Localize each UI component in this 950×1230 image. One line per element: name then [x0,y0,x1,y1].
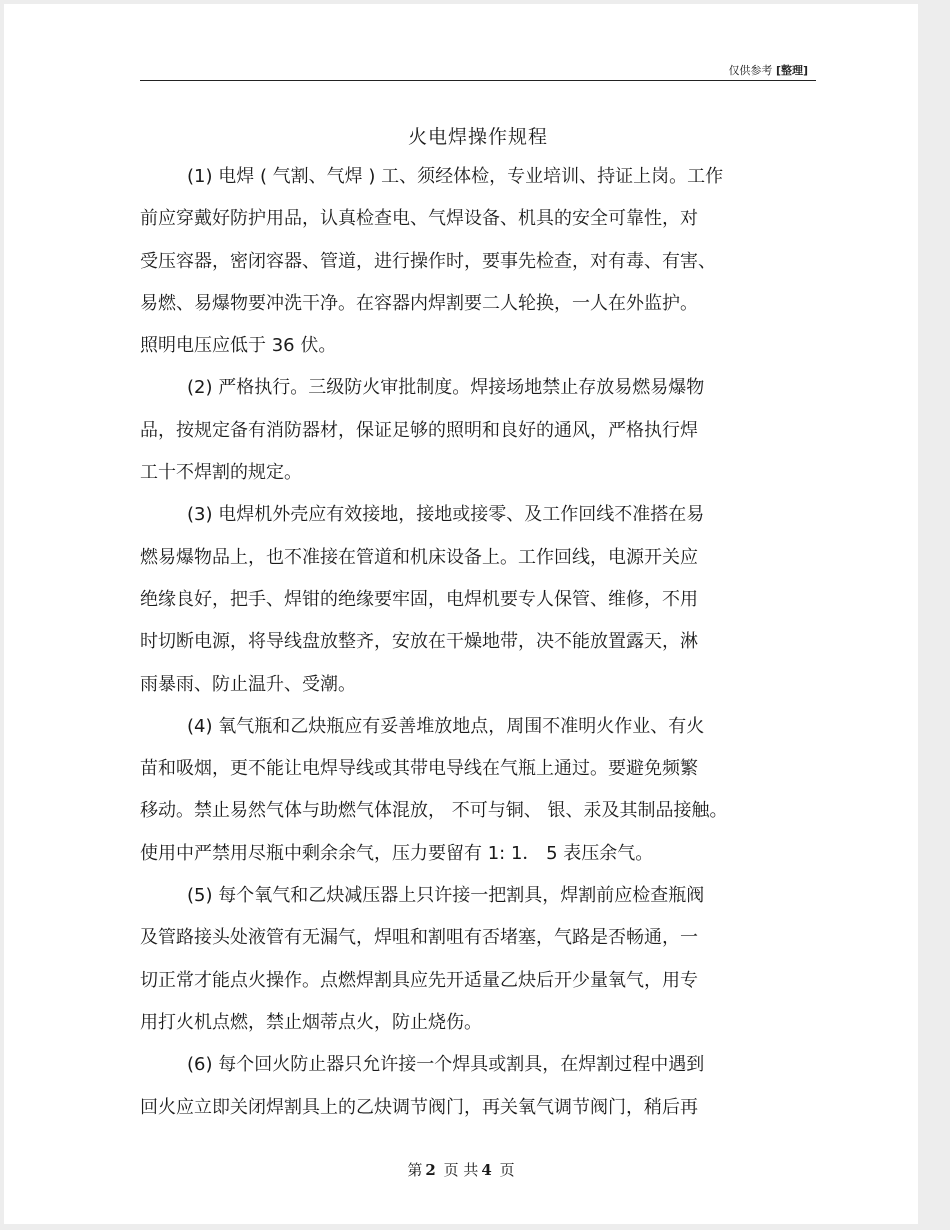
paragraph-line: (3) 电焊机外壳应有效接地，接地或接零、及工作回线不准搭在易 [187,504,705,526]
footer-suffix: 页 [499,1161,515,1179]
paragraph-line: 前应穿戴好防护用品，认真检查电、气焊设备、机具的安全可靠性，对 [140,208,698,230]
paragraph-line: 回火应立即关闭焊割具上的乙炔调节阀门，再关氧气调节阀门，稍后再 [140,1096,698,1118]
paragraph-line: 苗和吸烟，更不能让电焊导线或其带电导线在气瓶上通过。要避免频繁 [140,758,698,780]
paragraph [140,875,820,1044]
paragraph-line: 工十不焊割的规定。 [140,462,302,484]
footer-middle: 页 共 [443,1161,479,1179]
paragraph-line: 绝缘良好，把手、焊钳的绝缘要牢固，电焊机要专人保管、维修，不用 [140,588,698,610]
paragraph [140,706,820,875]
paragraph-line: 使用中严禁用尽瓶中剩余余气，压力要留有 1: 1． 5 表压余气。 [140,842,654,864]
document-title: 火电焊操作规程 [407,126,548,148]
paragraph-line: (1) 电焊 ( 气割、气焊 ) 工、须经体检，专业培训、持证上岗。工作 [187,166,724,187]
paragraph-line: (5) 每个氧气和乙炔减压器上只许接一把割具，焊割前应检查瓶阀 [187,885,705,907]
paragraph-line: (4) 氧气瓶和乙炔瓶应有妥善堆放地点，周围不准明火作业、有火 [187,715,705,737]
footer-total-pages: 4 [481,1161,492,1179]
paragraph-line: 用打火机点燃，禁止烟蒂点火，防止烧伤。 [140,1011,482,1033]
paragraph-line: (6) 每个回火防止器只允许接一个焊具或割具，在焊割过程中遇到 [187,1054,705,1076]
paragraph-line: 及管路接头处液管有无漏气，焊咀和割咀有否堵塞，气路是否畅通，一 [140,927,698,949]
header-divider [140,80,816,81]
paragraph [140,367,820,494]
header-note [728,62,808,78]
paragraph-line: 易燃、易爆物要冲洗干净。在容器内焊割要二人轮换，一人在外监护。 [140,292,698,314]
header-note-text: 仅供参考 [728,64,773,77]
paragraph-line: 移动。禁止易然气体与助燃气体混放， 不可与铜、 银、汞及其制品接触。 [140,800,728,822]
paragraph-line: 燃易爆物品上，也不准接在管道和机床设备上。工作回线，电源开关应 [140,546,698,568]
paragraph-line: 时切断电源，将导线盘放整齐，安放在干燥地带，决不能放置露天，淋 [140,631,698,653]
paragraph-line: 雨暴雨、防止温升、受潮。 [140,673,356,695]
paragraph [140,156,820,367]
paragraph-line: 切正常才能点火操作。点燃焊割具应先开适量乙炔后开少量氧气，用专 [140,969,698,991]
paragraph-line: (2) 严格执行。三级防火审批制度。焊接场地禁止存放易燃易爆物 [187,377,705,399]
paragraph-line: 照明电压应低于 36 伏。 [140,335,337,357]
footer-prefix: 第 [407,1161,423,1179]
header-note-tag: [整理] [775,64,808,77]
paragraph-line: 受压容器，密闭容器、管道，进行操作时，要事先检查，对有毒、有害、 [140,250,716,272]
paragraph [140,494,820,705]
document-body [140,156,820,1129]
paragraph [140,1044,820,1129]
document-page [4,4,918,1224]
footer-page-number: 2 [425,1161,436,1179]
page-footer [4,1159,918,1180]
paragraph-line: 品，按规定备有消防器材，保证足够的照明和良好的通风，严格执行焊 [140,419,698,441]
